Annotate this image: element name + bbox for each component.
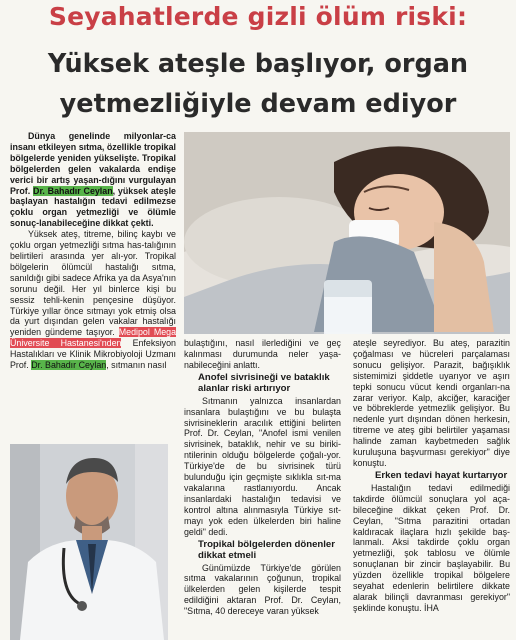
doctor-portrait-photo [10, 444, 168, 640]
headline-line-1: Yüksek ateşle başlıyor, organ [47, 49, 469, 79]
subheading-anofel: Anofel sivrisineği ve bataklık alanlar riski artırıyor [198, 371, 330, 394]
headline-line-2: yetmezliğiyle devam ediyor [59, 89, 457, 119]
article-column-3 [353, 338, 510, 614]
article-column-1 [10, 131, 176, 371]
body-paragraph: bulaştığını, nasıl ilerlediğini ve geç kalınması durumunda neler yaşa-nabileceğini anlattı. [184, 338, 341, 370]
article-headline [0, 44, 516, 124]
lead-text-b: , yüksek ateşle başlayan hastalığın tedavi edilmezse çoklu organ yetmezliği ve ölümle sonuç-lanabileceğine dikkat çekti. [10, 185, 176, 229]
body-paragraph: ateşle seyrediyor. Bu ateş, parazitin çoğalması ve hücreleri parçalaması sonucu gelişiyor. Parazit, bağışıklık sistemimizi şiddetle uyarıyor ve aşırı tepki sonucu vücut kendi organları-na zarar veriyor. Kalp, akciğer, karaciğer ve böbreklerde yetmezlik gelişiyor. Bu nedenle yurt dışından dönen herkesin, titreme ve ateş gibi belirtiler yaşaması halinde zaman kaybetmeden sağlık kuruluşuna başvurması gerekiyor" diye konuştu. [353, 338, 510, 468]
lead-paragraph [10, 131, 176, 229]
body-text-b: Enfeksiyon Hastalıkları ve Klinik Mikrobiyoloji Uzmanı Prof. [10, 338, 176, 371]
sick-woman-illustration [184, 132, 510, 334]
subheading-early-treatment: Erken tedavi hayat kurtarıyor [375, 469, 508, 481]
body-paragraph: Sıtmanın yalnızca insanlardan insanlara bulaştığını ve bu bulaşta sivrisineklerin aracılık ettiğini belirten Prof. Dr. Ceylan, "Anofel ismi venilen sivrisinek, bataklık, nehir ve su biriki-ntilerinin olduğu bölgelerde çoğalı-yor. Türkiye'de de bu sivrisinek türü bulunduğu için geçmişte sıklıkla sıt-ma vakalarına rastlanıyordu. Ancak insanlardaki hastalığın tedavisi ve kontrol altına alınmasıyla Türkiye sıt-mayı yok eden ülkelerden biri haline geldi" dedi. [184, 395, 341, 537]
body-text-c: , sıtmanın nasıl [106, 360, 167, 371]
body-paragraph: Hastalığın tedavi edilmediği takdirde ölümcül sonuçlara yol aça-bileceğine dikkat çeken Prof. Dr. Ceylan, "Sıtma parazitini ortadan kaldıracak ilaçlara hızlı şekilde baş-lanmalı. Aksi takdirde çoklu organ yetmezliği, şok tablosu ve ölümle sonuçlanan bir zincir başlayabilir. Bu yüzden özellikle tropikal bölgelere seyahat edenlerin belirtilere dikkate alarak bilinçli davranması gerekiyor" şeklinde konuştu. İHA [353, 482, 510, 613]
subheading-tropical: Tropikal bölgelerden dönenler dikkat etmeli [198, 538, 336, 561]
lead-text-a: Dünya genelinde milyonlar-ca insanı etkileyen sıtma, özellikle tropikal bölgelerde yeniden yükselişte. Tropikal bölgelerden gelen vakalarda endişe verici bir artış yaşan-dığını vurgulayan Prof. [10, 131, 176, 196]
highlight-hospital: Medipol Mega Üniversite Hastanesi'nden [10, 327, 177, 349]
highlight-doctor-name: Dr. Bahadır Ceylan [33, 185, 113, 196]
body-text: Yüksek ateş, titreme, bilinç kaybı ve çoklu organ yetmezliği sıtma has-talığının belirtileri arasında yer alı-yor. Tropikal bölgelerin ölümcül hastalığı sıtma, sanıldığı gibi sadece Afrika ya da Asya'nın sorunu değil. Her yıl binlerce kişi bu sessiz tehli-kenin pençesine düşüyor. Türkiye yıllar önce sıtmayı yok etmiş olsa da yurt dışından gelen vakalar hastalığı yeniden gündeme taşıyor. [10, 229, 176, 338]
highlight-doctor-name-2: Dr. Bahadır Ceylan [31, 360, 107, 371]
body-paragraph: Günümüzde Türkiye'de görülen sıtma vakalarının çoğunun, tropikal ülkelerden gelen kişilerde tespit edildiğini aktaran Prof. Dr. Ceylan, "Sıtma, 40 dereceye varan yüksek [184, 562, 341, 617]
article-kicker: Seyahatlerde gizli ölüm riski: [48, 2, 468, 31]
article-column-2 [184, 338, 341, 617]
sick-woman-photo [184, 132, 510, 334]
body-paragraph [10, 229, 176, 371]
doctor-illustration [10, 444, 168, 640]
